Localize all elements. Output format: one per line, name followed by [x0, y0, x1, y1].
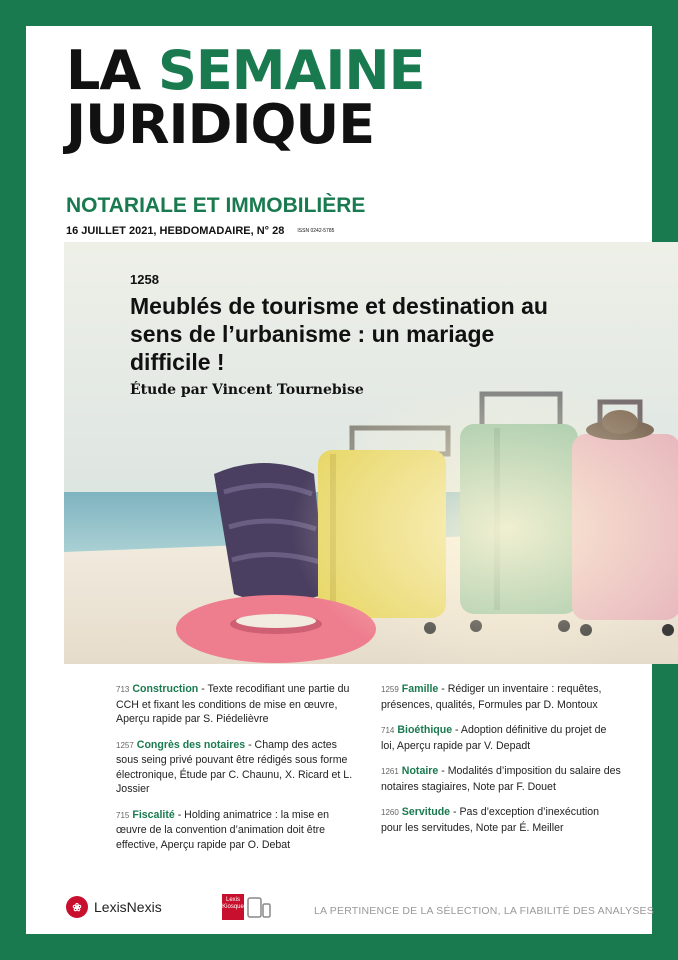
toc-entry-rubric: Famille — [401, 683, 439, 695]
tagline: LA PERTINENCE DE LA SÉLECTION, LA FIABILITÉ DES ANALYSES — [314, 905, 654, 917]
toc-entry[interactable] — [381, 682, 621, 712]
toc-entry-text: - Holding animatrice : la mise en œuvre de la convention d’animation doit être effective, Aperçu rapide par O. Debat — [116, 808, 330, 851]
toc-entry-rubric: Construction — [132, 683, 199, 695]
magazine-cover — [26, 26, 652, 934]
toc-entry[interactable] — [116, 808, 356, 853]
kiosque-label-b: Kiosque — [222, 904, 244, 910]
toc-entry-number: 1261 — [381, 767, 399, 776]
toc-entry-text: - Pas d’exception d’inexécution pour les servitudes, Note par É. Meiller — [381, 806, 600, 834]
toc-entry-number: 715 — [116, 810, 130, 820]
toc-entry[interactable] — [381, 723, 621, 753]
issue-dateline — [66, 225, 334, 237]
lexis-kiosque-badge[interactable] — [222, 894, 271, 920]
toc-entry[interactable] — [116, 682, 356, 727]
kiosque-label-a: Lexis — [225, 897, 240, 903]
toc-entry-text: - Rédiger un inventaire : requêtes, présences, qualités, Formules par D. Montoux — [381, 683, 602, 711]
toc-entry-rubric: Bioéthique — [397, 724, 453, 736]
devices-icon — [247, 895, 271, 919]
feature-title[interactable]: Meublés de tourisme et destination au sens de l’urbanisme : un mariage difficile ! — [130, 293, 548, 375]
toc-entry-number: 1257 — [116, 740, 134, 750]
toc-entry-number: 1260 — [381, 808, 399, 817]
edition-subtitle: NOTARIALE ET IMMOBILIÈRE — [66, 194, 366, 217]
toc-entry-rubric: Congrès des notaires — [136, 738, 246, 751]
toc-entry-text: - Champ des actes sous seing privé pouvant être rédigés sous forme électronique, Étude par C. Chaunu, X. Ricard et L. Jossier — [116, 738, 353, 795]
toc-entry-rubric: Notaire — [401, 765, 439, 777]
toc-entry-text: - Adoption définitive du projet de loi, Aperçu rapide par V. Depadt — [381, 724, 607, 752]
toc-right-column — [381, 682, 621, 846]
lexis-kiosque-logo — [222, 894, 244, 920]
toc-entry-number: 713 — [116, 685, 130, 694]
toc-entry-text: - Modalités d’imposition du salaire des notaires stagiaires, Note par F. Douet — [381, 765, 621, 793]
issue-date: 16 JUILLET 2021, HEBDOMADAIRE, N° 28 — [66, 225, 285, 237]
issn: ISSN 0242-5785 — [297, 228, 335, 235]
lexisnexis-logo[interactable] — [66, 896, 162, 918]
toc-entry[interactable] — [381, 805, 621, 835]
toc-entry-rubric: Servitude — [401, 806, 451, 818]
toc-entry-number: 1259 — [381, 685, 399, 694]
hero-image — [64, 242, 678, 664]
lexisnexis-logo-icon: ❀ — [66, 896, 88, 918]
masthead-la: LA — [66, 39, 141, 102]
masthead-line-1 — [66, 39, 425, 102]
masthead-semaine: SEMAINE — [158, 39, 425, 102]
lexisnexis-logo-text: LexisNexis — [94, 899, 162, 915]
feature-author: Étude par Vincent Tournebise — [130, 382, 364, 398]
feature-number: 1258 — [130, 272, 159, 287]
toc-entry-rubric: Fiscalité — [132, 808, 175, 821]
toc-entry[interactable] — [116, 738, 356, 797]
masthead — [66, 39, 425, 156]
toc-left-column — [116, 682, 356, 863]
toc-entry-text: - Texte recodifiant une partie du CCH et fixant les conditions de mise en œuvre, Aperçu rapide par S. Piédelièvre — [116, 683, 350, 725]
toc-entry-number: 714 — [381, 726, 395, 735]
masthead-juridique: JURIDIQUE — [66, 93, 375, 156]
toc-entry[interactable] — [381, 764, 621, 794]
